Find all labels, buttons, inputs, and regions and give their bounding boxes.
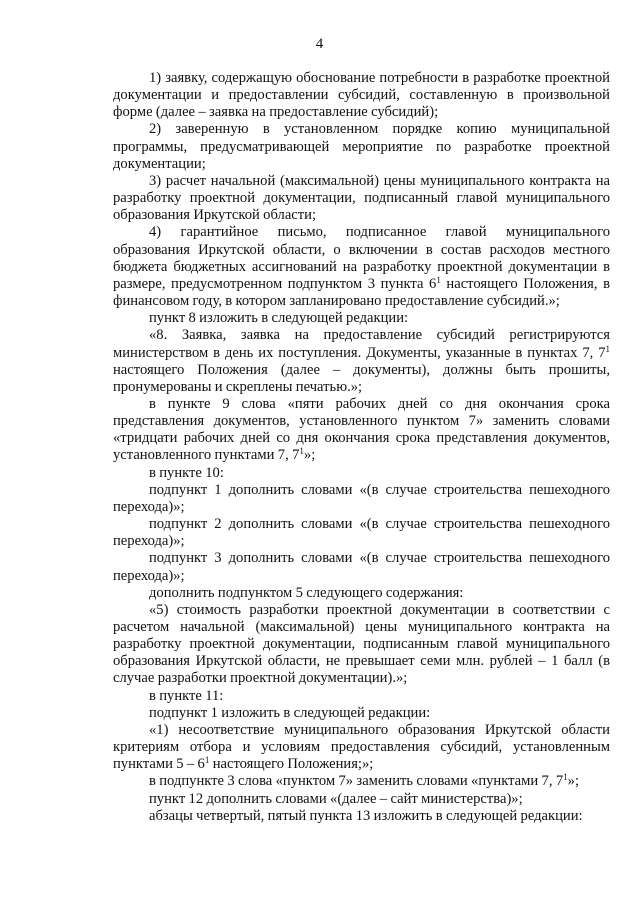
paragraph-item-3: 3) расчет начальной (максимальной) цены муниципального контракта на разработку проектной документации, подписанный главой муниципального образования Иркутской области; <box>113 172 610 224</box>
superscript: 1 <box>436 274 441 285</box>
paragraph-add-subpoint-5: дополнить подпунктом 5 следующего содержания: <box>149 584 464 601</box>
paragraph-subpoint-3: подпункт 3 дополнить словами «(в случае строительства пешеходного перехода)»; <box>113 550 610 584</box>
paragraph-point-12: пункт 12 дополнить словами «(далее – сайт министерства)»; <box>149 790 523 807</box>
paragraph-subpoint-2: подпункт 2 дополнить словами «(в случае строительства пешеходного перехода)»; <box>113 516 610 550</box>
superscript: 1 <box>605 343 610 354</box>
paragraph-subpoint-1-redaction: подпункт 1 изложить в следующей редакции: <box>149 704 431 721</box>
paragraph-item-1: 1) заявку, содержащую обоснование потребности в разработке проектной документации и предоставлении субсидий, составленную в произвольной форме (далее – заявка на предоставление субсидий); <box>113 70 610 121</box>
paragraph-point-11-intro: в пункте 11: <box>149 687 224 704</box>
superscript: 1 <box>563 772 568 783</box>
superscript: 1 <box>204 755 210 766</box>
paragraph-point-9: в пункте 9 слова «пяти рабочих дней со дня окончания срока представления документов, установленного пунктом 7» заменить словами «тридцати рабочих дней со дня окончания срока представления документов, установленного пунктами 7, $7^1$»; <box>113 395 610 464</box>
superscript: 1 <box>299 446 304 457</box>
document-body <box>113 70 610 825</box>
paragraph-point-13: абзацы четвертый, пятый пункта 13 изложить в следующей редакции: <box>149 807 583 824</box>
paragraph-subpoint-1-text: «1) несоответствие муниципального образования Иркутской области критериям отбора и условиям предоставления субсидий, установленным пунктами $5 - 6^1$ настоящего Положения;»; <box>113 721 610 773</box>
paragraph-subpoint-5-text: «5) стоимость разработки проектной документации в соответствии с расчетом начальной (максимальной) цены муниципального контракта на разработку проектной документации, подписанным главой муниципального образования Иркутской области, не превышает семи млн. рублей – 1 балл (в случае разработки проектной документации).»; <box>113 601 610 687</box>
paragraph-subpoint-3-replace: в подпункте 3 слова «пунктом 7» заменить словами «пунктами 7, $7^1$»; <box>149 772 580 790</box>
paragraph-point-8-text: «8. Заявка, заявка на предоставление субсидий регистрируются министерством в день их поступления. Документы, указанные в пунктах 7, $7^1$ настоящего Положения (далее – документы), должны быть прошиты, пронумерованы и скреплены печатью.»; <box>113 327 610 395</box>
paragraph-point-8-intro: пункт 8 изложить в следующей редакции: <box>149 310 409 327</box>
page-number: 4 <box>315 36 324 52</box>
paragraph-item-4: 4) гарантийное письмо, подписанное главой муниципального образования Иркутской области, о включении в состав расходов местного бюджета бюджетных ассигнований на разработку проектной документации в размере, предусмотренном подпунктом 3 пункта $6^1$ настоящего Положения, в финансовом году, в котором запланировано предоставление субсидий.»; <box>113 224 610 310</box>
paragraph-point-10-intro: в пункте 10: <box>149 464 224 481</box>
paragraph-item-2: 2) заверенную в установленном порядке копию муниципальной программы, предусматривающей мероприятие по разработке проектной документации; <box>113 121 610 172</box>
paragraph-subpoint-1: подпункт 1 дополнить словами «(в случае строительства пешеходного перехода)»; <box>113 481 610 515</box>
